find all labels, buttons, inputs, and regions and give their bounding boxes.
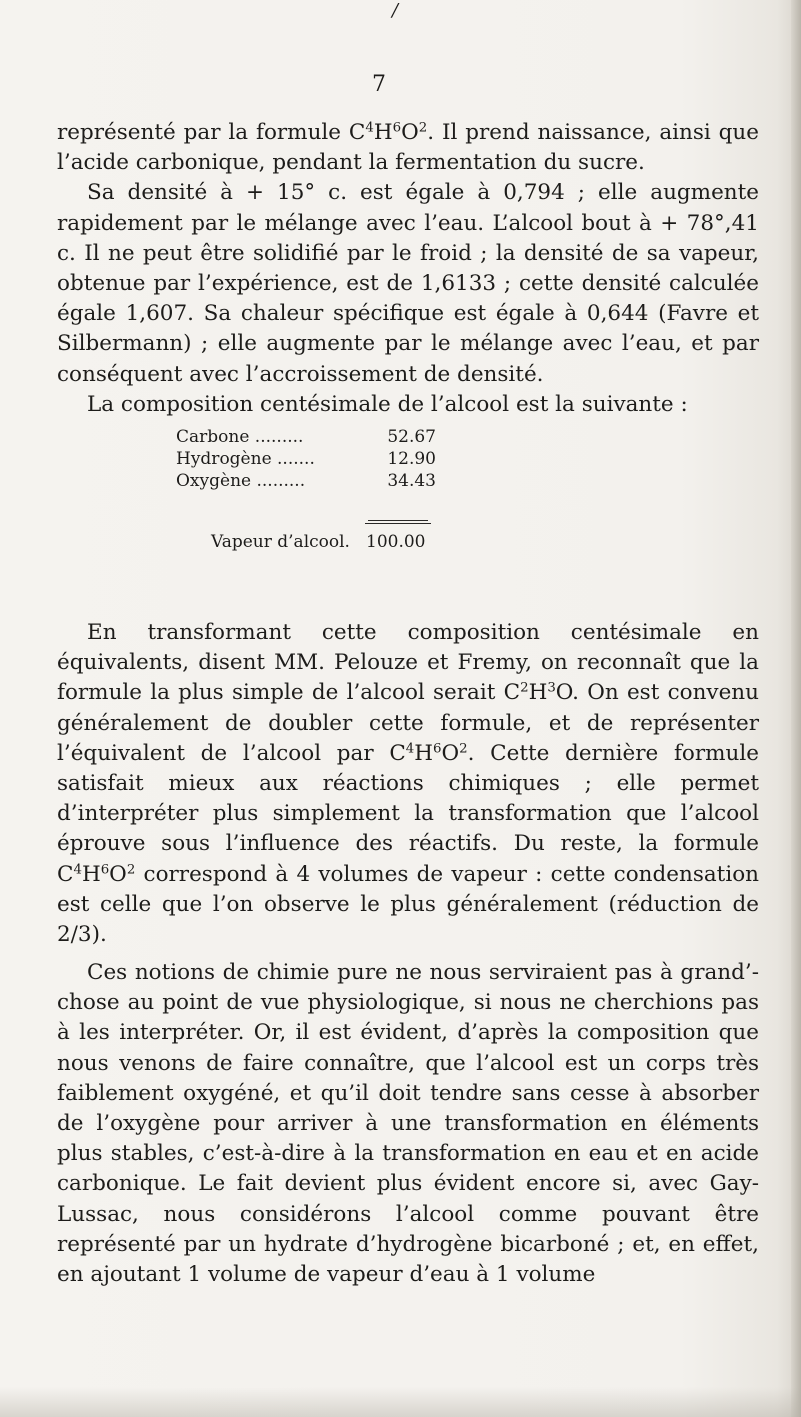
page-number: 7 — [372, 72, 386, 97]
total-value: 100.00 — [366, 532, 426, 552]
paragraph-3-text: Ces notions de chimie pure ne nous serviraient pas à grand’-chose au point de vue physiologique, si nous ne cherchions pas à les interpréter. Or, il est évident, d’après la composition que nous venons de faire connaître, que l’alcool est un corps très faiblement oxygéné, et qu’il doit tendre sans cesse à absorber de l’oxygène pour arriver à une transformation en éléments plus stables, c’est-à-dire à la transformation en eau et en acide carbonique. Le fait devient plus évident encore si, avec Gay-Lussac, nous considérons l’alcool comme pouvant être représenté par un hydrate d’hydrogène bicarboné ; et, en effet, en ajoutant 1 volume de vapeur d’eau à 1 volume — [57, 960, 759, 1288]
page-mark: / — [392, 0, 399, 21]
paragraph-3 — [57, 958, 759, 1290]
composition-row — [176, 426, 436, 448]
total-rule — [368, 520, 428, 521]
paragraph-1-line-2: Sa densité à + 15° c. est égale à 0,794 ; elle augmente rapidement par le mélange avec l’eau. L’alcool bout à + 78°,41 c. Il ne peut être solidifié par le froid ; la densité de sa vapeur, obtenue par l’expérience, est de 1,6133 ; cette densité calculée égale 1,607. Sa chaleur spécifique est égale à 0,644 (Favre et Silbermann) ; elle augmente par le mélange avec l’eau, et par conséquent avec l’accroissement de densité. — [57, 180, 759, 387]
element-name: Carbone ......... — [176, 427, 304, 447]
paragraph-1-line-3: La composition centésimale de l’alcool est la suivante : — [87, 391, 688, 417]
element-name: Oxygène ......... — [176, 471, 306, 491]
element-value: 12.90 — [387, 449, 436, 469]
element-value: 52.67 — [387, 427, 436, 447]
composition-row — [176, 470, 436, 492]
page-bottom-shadow — [0, 1387, 801, 1417]
composition-row — [176, 448, 436, 470]
total-label: Vapeur d’alcool. — [211, 532, 350, 552]
paragraph-2-text: En transformant cette composition centésimale en équivalents, disent MM. Pelouze et Fremy, on reconnaît que la formule la plus simple de l’alcool serait $C^2H^3O$. On est convenu généralement de doubler cette formule, et de représenter l’équivalent de l’alcool par $C^4H^6O^2$. Cette dernière formule satisfait mieux aux réactions chimiques ; elle permet d’interpréter plus simplement la transformation que l’alcool éprouve sous l’influence des réactifs. Du reste, la formule $C^4H^6O^2$ correspond à 4 volumes de vapeur : cette condensation est celle que l’on observe le plus généralement (réduction de 2/3). — [57, 620, 759, 948]
element-value: 34.43 — [387, 471, 436, 491]
page-edge-shadow — [791, 0, 801, 1417]
paragraph-2 — [57, 618, 759, 950]
total-rule-double — [365, 523, 431, 524]
paragraph-1 — [57, 118, 759, 420]
composition-table — [176, 426, 436, 492]
paragraph-1-line-1: représenté par la formule $C^4H^6O^2$. Il prend naissance, ainsi que l’acide carbonique, pendant la fermentation du sucre. — [57, 120, 760, 176]
element-name: Hydrogène ....... — [176, 449, 315, 469]
